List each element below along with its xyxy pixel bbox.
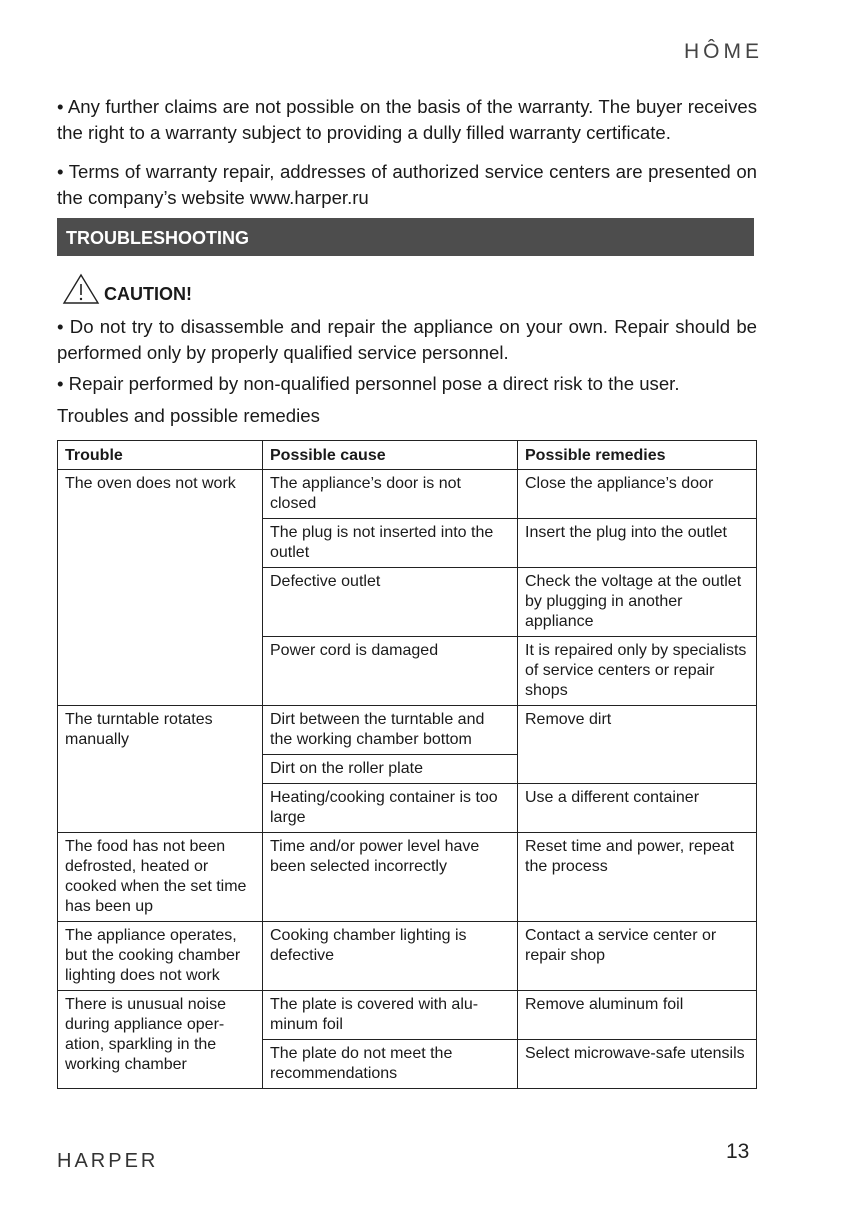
caution-heading: [62, 273, 192, 305]
section-title: TROUBLESHOOTING: [57, 218, 754, 256]
table-row: [58, 922, 757, 991]
remedy-cell: Contact a service center or repair shop: [518, 922, 757, 991]
trouble-cell: The appliance operates, but the cooking chamber lighting does not work: [58, 922, 263, 991]
troubleshooting-table: [57, 440, 757, 1089]
cause-cell: The plate do not meet the recommendations: [263, 1040, 518, 1089]
remedy-cell: Insert the plug into the outlet: [518, 519, 757, 568]
page-number: 13: [726, 1140, 750, 1163]
table-header-row: [58, 441, 757, 470]
header-cause: Possible cause: [263, 441, 518, 470]
trouble-cell: The oven does not work: [58, 470, 263, 706]
harper-logo: HARPER: [57, 1150, 159, 1172]
cause-cell: The appliance’s door is not closed: [263, 470, 518, 519]
table-row: [58, 833, 757, 922]
cause-cell: Heating/cooking container is too large: [263, 784, 518, 833]
cause-cell: The plug is not inserted into the outlet: [263, 519, 518, 568]
trouble-cell: The turntable rotates manually: [58, 706, 263, 833]
cause-cell: Dirt on the roller plate: [263, 755, 518, 784]
remedy-cell: Select microwave-safe utensils: [518, 1040, 757, 1089]
warning-triangle-icon: [62, 273, 100, 305]
cause-cell: Dirt between the turntable and the working chamber bottom: [263, 706, 518, 755]
table-row: [58, 470, 757, 519]
remedy-cell: Remove dirt: [518, 706, 757, 784]
table-row: [58, 706, 757, 755]
caution-item: • Repair performed by non-qualified personnel pose a direct risk to the user.: [57, 373, 680, 394]
remedy-cell: It is repaired only by specialists of service centers or repair shops: [518, 637, 757, 706]
remedy-cell: Remove aluminum foil: [518, 991, 757, 1040]
caution-item: • Do not try to disassemble and repair the appliance on your own. Repair should be performed only by properly qualified service personnel.: [57, 316, 757, 363]
remedy-cell: Use a different container: [518, 784, 757, 833]
remedy-cell: Reset time and power, repeat the process: [518, 833, 757, 922]
home-logo: HÔME: [684, 40, 763, 63]
trouble-cell: There is unusual noise during appliance operation, sparkling in the working chamber: [58, 991, 263, 1089]
remedy-cell: Close the appliance’s door: [518, 470, 757, 519]
cause-cell: Time and/or power level have been selected incorrectly: [263, 833, 518, 922]
header-remedies: Possible remedies: [518, 441, 757, 470]
trouble-cell: The food has not been defrosted, heated or cooked when the set time has been up: [58, 833, 263, 922]
table-caption: Troubles and possible remedies: [57, 405, 320, 426]
caution-label: CAUTION!: [104, 284, 192, 304]
table-row: [58, 991, 757, 1040]
warranty-claims-paragraph: • Any further claims are not possible on the basis of the warranty. The buyer receives the right to a warranty subject to providing a dully filled warranty certificate.: [57, 96, 757, 143]
cause-cell: The plate is covered with aluminum foil: [263, 991, 518, 1040]
warranty-terms-paragraph: • Terms of warranty repair, addresses of authorized service centers are presented on the company’s website www.harper.ru: [57, 161, 757, 208]
cause-cell: Power cord is damaged: [263, 637, 518, 706]
cause-cell: Cooking chamber lighting is defective: [263, 922, 518, 991]
header-trouble: Trouble: [58, 441, 263, 470]
cause-cell: Defective outlet: [263, 568, 518, 637]
remedy-cell: Check the voltage at the outlet by plugging in another appliance: [518, 568, 757, 637]
